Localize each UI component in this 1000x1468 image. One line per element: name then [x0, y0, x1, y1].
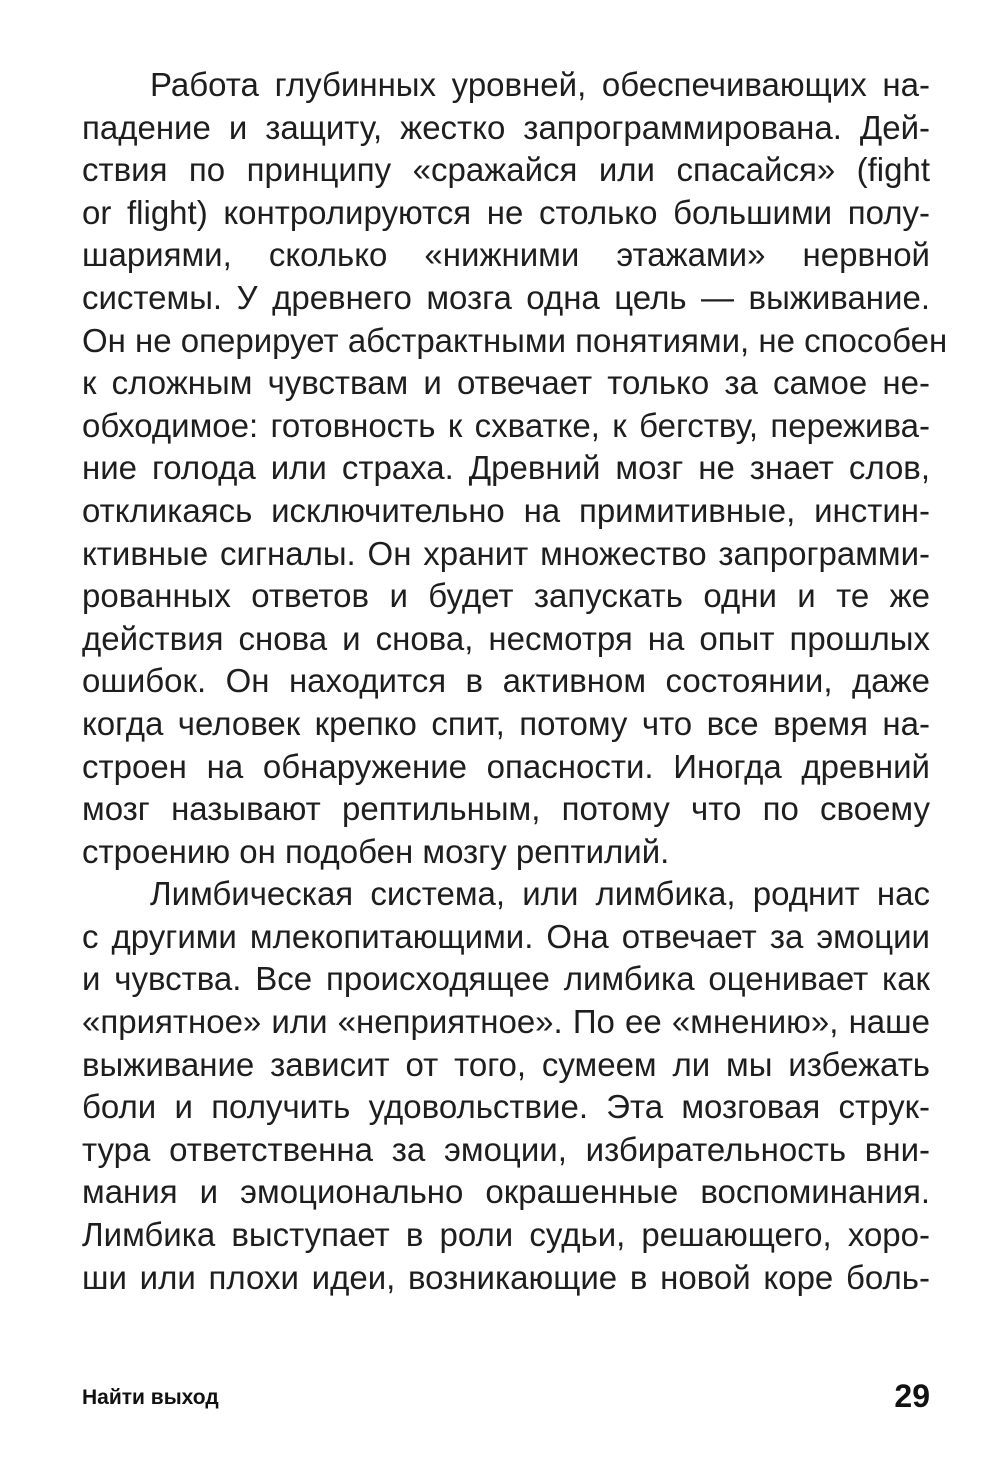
text-line: ние голода или страха. Древний мозг не знает слов, [82, 449, 930, 487]
text-line: тура ответственна за эмоции, избирательность вни- [82, 1130, 930, 1168]
body-text [82, 64, 948, 1299]
text-line: откликаясь исключительно на примитивные, инстин- [82, 491, 930, 529]
text-line: or flight) контролируются не столько большими полу- [82, 193, 930, 231]
text-line: Лимбика выступает в роли судьи, решающего, хоро- [82, 1216, 930, 1254]
text-line: действия снова и снова, несмотря на опыт прошлых [82, 619, 930, 657]
text-line: Работа глубинных уровней, обеспечивающих на- [150, 66, 930, 103]
paragraph-2 [82, 873, 930, 1299]
text-line: ктивные сигналы. Он хранит множество запрограмми- [82, 534, 930, 572]
text-line: и чувства. Все происходящее лимбика оценивает как [82, 960, 930, 998]
book-title: Найти выход [82, 1386, 219, 1409]
text-line: «приятное» или «неприятное». По ее «мнению», наше [82, 1003, 930, 1041]
page-number: 29 [894, 1378, 930, 1414]
text-line: обходимое: готовность к схватке, к бегству, пережива- [82, 406, 930, 444]
text-line: Он не оперирует абстрактными понятиями, не способен [82, 321, 948, 359]
text-line: системы. У древнего мозга одна цель — выживание. [82, 278, 930, 316]
text-line: с другими млекопитающими. Она отвечает за эмоции [82, 917, 930, 955]
text-line: ствия по принципу «сражайся или спасайся» (fight [82, 151, 930, 189]
text-line: ошибок. Он находится в активном состоянии, даже [82, 662, 930, 700]
text-line: ши или плохи идеи, возникающие в новой коре боль- [82, 1258, 930, 1296]
text-line: боли и получить удовольствие. Эта мозговая струк- [82, 1088, 930, 1126]
text-line: рованных ответов и будет запускать одни и те же [82, 577, 930, 615]
text-line: когда человек крепко спит, потому что все время на- [82, 704, 930, 742]
text-line: строению он подобен мозгу рептилий. [82, 832, 670, 870]
text-line: строен на обнаружение опасности. Иногда древний [82, 747, 930, 785]
text-line: мозг называют рептильным, потому что по своему [82, 790, 930, 828]
text-line: к сложным чувствам и отвечает только за самое не- [82, 364, 930, 402]
text-line: падение и защиту, жестко запрограммирована. Дей- [82, 108, 930, 146]
text-line: Лимбическая система, или лимбика, роднит нас [150, 875, 930, 913]
text-line: мания и эмоционально окрашенные воспоминания. [82, 1173, 930, 1211]
text-line: шариями, сколько «нижними этажами» нервной [82, 236, 930, 274]
text-line: выживание зависит от того, сумеем ли мы избежать [82, 1045, 930, 1083]
paragraph-1 [82, 64, 948, 873]
